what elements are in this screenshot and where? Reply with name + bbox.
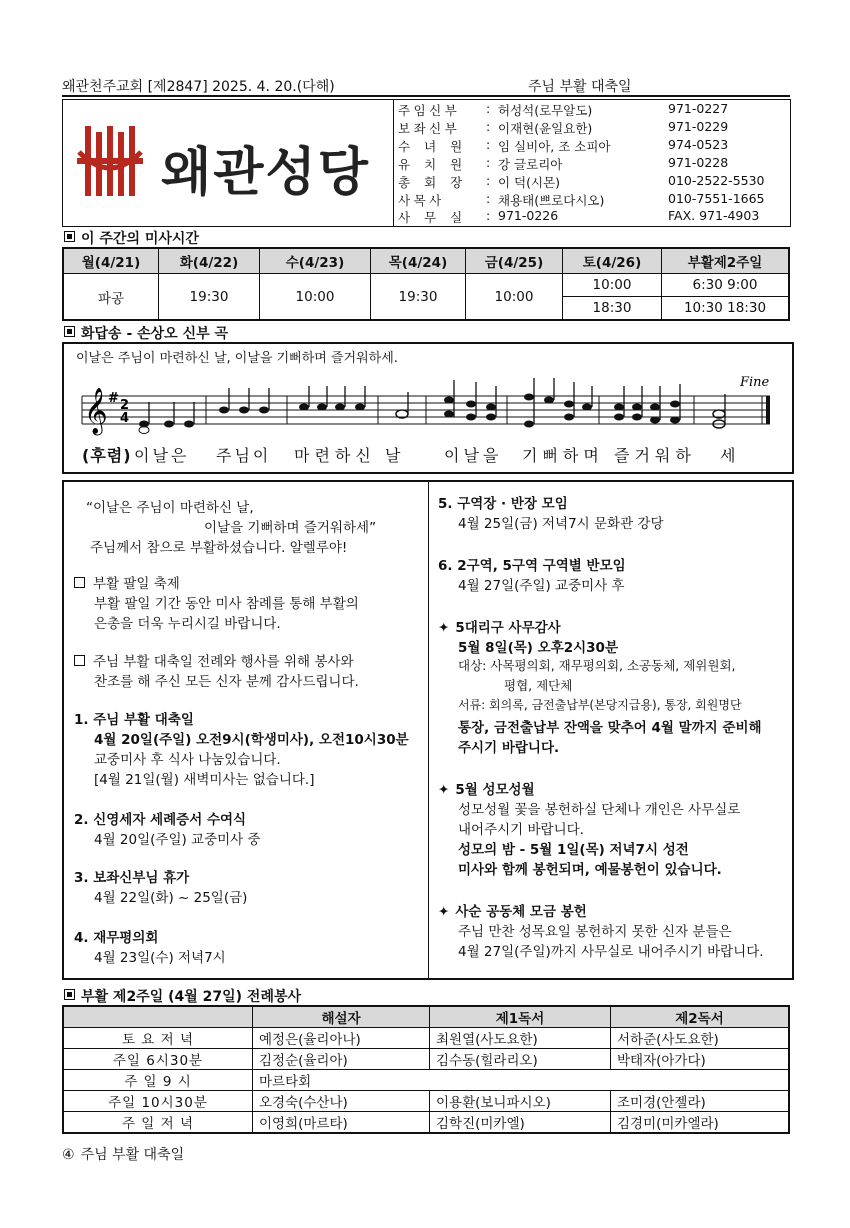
staff-role: 보좌신부 xyxy=(398,121,461,136)
notice-octave-title: 부활 팔일 축제 xyxy=(74,572,180,592)
mass-time-cell: 18:30 xyxy=(563,297,662,321)
feast-title: 주님 부활 대축일 xyxy=(528,79,632,95)
item-text: 4월 20일(주일) 교중미사 중 xyxy=(94,832,261,848)
liturgy-header xyxy=(63,1006,253,1028)
mass-slot: 토 요 저 녁 xyxy=(63,1028,253,1049)
liturgy-row xyxy=(63,1070,789,1091)
liturgy-header: 해설자 xyxy=(253,1006,430,1028)
liturgy-cell: 최원열(사도요한) xyxy=(430,1028,611,1049)
mass-time-cell: 10:30 18:30 xyxy=(662,297,790,321)
hymn-heading: 화답송 - 손상오 신부 곡 xyxy=(64,323,228,341)
liturgy-cell: 김경미(미카엘라) xyxy=(611,1112,790,1134)
liturgy-cell: 이용환(보니파시오) xyxy=(430,1091,611,1112)
liturgy-row xyxy=(63,1091,789,1112)
notices-box xyxy=(62,480,794,980)
lyric-word: 날 xyxy=(385,446,402,465)
item-text: 4월 22일(화) ~ 25일(금) xyxy=(94,890,248,906)
staff-role: 사목사 xyxy=(398,193,445,208)
liturgy-cell: 김수동(힐라리오) xyxy=(430,1049,611,1070)
svg-text:#: # xyxy=(108,391,119,406)
sparkle-icon: ✦ xyxy=(438,782,450,798)
staff-phone: FAX. 971-4903 xyxy=(668,208,760,223)
item-text: 4월 23일(수) 저녁7시 xyxy=(94,950,226,966)
square-bullet-icon xyxy=(74,577,85,588)
item-text: [4월 21일(월) 새벽미사는 없습니다.] xyxy=(94,772,315,788)
mass-time-cell: 10:00 xyxy=(466,274,563,321)
square-bullet-icon xyxy=(74,655,85,666)
liturgy-row xyxy=(63,1112,789,1134)
page-number: ④ xyxy=(62,1147,75,1163)
header-rule xyxy=(62,95,790,97)
lyric-word: 마련하신 xyxy=(294,446,376,465)
mass-time-cell: 6:30 9:00 xyxy=(662,274,790,297)
footer-title: 주님 부활 대축일 xyxy=(80,1147,185,1163)
item-text: 4월 27일(주일) 교중미사 후 xyxy=(458,578,625,594)
lyric-word: 즐거워하 xyxy=(614,446,696,465)
music-staff xyxy=(64,364,792,442)
item-text: 주님 만찬 성목요일 봉헌하지 못한 신자 분들은 xyxy=(458,924,732,940)
item-title: 1. 주님 부활 대축일 xyxy=(74,712,194,728)
staff-name: 허성석(로무알도) xyxy=(498,103,593,118)
sparkle-icon: ✦ xyxy=(438,620,450,636)
staff-phone: 974-0523 xyxy=(668,137,729,152)
mass-time-cell: 10:00 xyxy=(260,274,371,321)
item-text: 평협, 제단체 xyxy=(504,678,573,693)
item-text: 성모성월 꽃을 봉헌하실 단체나 개인은 사무실로 xyxy=(458,802,741,818)
liturgy-header-row xyxy=(63,1006,789,1028)
staff-phone: 010-7551-1665 xyxy=(668,191,765,206)
lyric-word: 세 xyxy=(720,446,737,465)
liturgy-row xyxy=(63,1049,789,1070)
item-text: 내어주시기 바랍니다. xyxy=(458,822,584,838)
staff-name: 채용태(쁘로다시오) xyxy=(498,193,605,208)
lyric-word: 기뻐하며 xyxy=(522,446,604,465)
liturgy-cell: 김학진(미카엘) xyxy=(430,1112,611,1134)
item-title: 3. 보좌신부님 휴가 xyxy=(74,870,190,886)
refrain-label: (후렴) xyxy=(82,446,132,465)
staff-role: 수녀원 xyxy=(398,139,477,154)
staff-phone: 010-2522-5530 xyxy=(668,173,765,188)
column-divider xyxy=(428,482,429,978)
staff-phone: 971-0229 xyxy=(668,119,729,134)
item-text: 5월 8일(목) 오후2시30분 xyxy=(458,640,618,656)
hymn-box xyxy=(62,342,794,474)
liturgy-cell: 조미경(안젤라) xyxy=(611,1091,790,1112)
mass-times-heading: 이 주간의 미사시간 xyxy=(64,228,199,246)
day-header: 수(4/23) xyxy=(260,248,371,274)
staff-role: 총회장 xyxy=(398,175,477,190)
easter-quote-line: “이날은 주님이 마련하신 날, xyxy=(86,500,254,516)
notice-text: 찬조를 해 주신 모든 신자 분께 감사드립니다. xyxy=(94,674,359,690)
liturgy-cell: 이영희(마르타) xyxy=(253,1112,430,1134)
mass-time-cell: 19:30 xyxy=(159,274,260,321)
mass-time-cell: 10:00 xyxy=(563,274,662,297)
staff-name: 임 실비아, 조 소피아 xyxy=(498,139,611,154)
parish-name: 왜관성당 xyxy=(161,142,370,203)
item-title: 4. 재무평의회 xyxy=(74,930,159,946)
liturgy-cell: 오경숙(수산나) xyxy=(253,1091,430,1112)
staff-role: 사무실 xyxy=(398,210,477,225)
svg-text:Fine: Fine xyxy=(740,375,770,390)
item-text: 대상: 사목평의회, 재무평의회, 소공동체, 제위원회, xyxy=(458,658,736,673)
liturgy-heading: 부활 제2주일 (4월 27일) 전례봉사 xyxy=(64,986,301,1004)
liturgy-row xyxy=(63,1028,789,1049)
liturgy-header: 제2독서 xyxy=(611,1006,790,1028)
notice-thanks-line: 주님 부활 대축일 전례와 행사를 위해 봉사와 xyxy=(74,650,354,670)
item-title: 5. 구역장 · 반장 모임 xyxy=(438,496,568,512)
day-header: 금(4/25) xyxy=(466,248,563,274)
day-header: 토(4/26) xyxy=(563,248,662,274)
staff-phone: 971-0227 xyxy=(668,101,729,116)
sparkle-icon: ✦ xyxy=(438,904,450,920)
staff-role: 주임신부 xyxy=(398,103,461,118)
liturgy-cell: 마르타회 xyxy=(253,1070,790,1091)
mass-slot: 주 일 9 시 xyxy=(63,1070,253,1091)
easter-quote-line: 주님께서 참으로 부활하셨습니다. 알렐루야! xyxy=(90,540,348,556)
parish-logo-box xyxy=(62,99,394,227)
lent-title: ✦ 사순 공동체 모금 봉헌 xyxy=(438,904,587,920)
liturgy-header: 제1독서 xyxy=(430,1006,611,1028)
mass-slot: 주 일 저 녁 xyxy=(63,1112,253,1134)
notice-text: 부활 팔일 기간 동안 미사 참례를 통해 부활의 xyxy=(94,596,359,612)
church-emblem-icon xyxy=(71,122,149,200)
liturgy-table xyxy=(62,1005,790,1134)
day-header: 목(4/24) xyxy=(371,248,466,274)
day-header: 부활제2주일 xyxy=(662,248,790,274)
square-bullet-icon xyxy=(64,326,75,337)
liturgy-cell: 김정순(율리아) xyxy=(253,1049,430,1070)
item-text: 통장, 금전출납부 잔액을 맞추어 4월 말까지 준비해 xyxy=(458,720,762,736)
square-bullet-icon xyxy=(64,989,75,1000)
svg-text:4: 4 xyxy=(120,411,130,426)
easter-quote-line: 이날을 기뻐하며 즐거워하세” xyxy=(204,520,377,536)
item-title: 2. 신영세자 세례증서 수여식 xyxy=(74,812,247,828)
item-text: 교중미사 후 식사 나눔있습니다. xyxy=(94,752,281,768)
refrain-lyrics xyxy=(82,443,737,466)
square-bullet-icon xyxy=(64,231,75,242)
liturgy-cell: 서하준(사도요한) xyxy=(611,1028,790,1049)
staff-name: 971-0226 xyxy=(498,208,559,223)
lyric-word: 이날을 xyxy=(444,446,503,465)
mass-time-cell: 파공 xyxy=(63,274,159,321)
staff-name: 이재현(윤일요한) xyxy=(498,121,593,136)
item-text: 미사와 함께 봉헌되며, 예물봉헌이 있습니다. xyxy=(458,862,722,878)
item-text: 성모의 밤 - 5월 1일(목) 저녁7시 성전 xyxy=(458,842,689,858)
day-header: 화(4/22) xyxy=(159,248,260,274)
mass-slot: 주일 6시30분 xyxy=(63,1049,253,1070)
svg-text:2: 2 xyxy=(120,398,130,413)
day-header: 월(4/21) xyxy=(63,248,159,274)
may-title: ✦ 5월 성모성월 xyxy=(438,782,535,798)
mass-times-row xyxy=(63,274,789,297)
audit-title: ✦ 5대리구 사무감사 xyxy=(438,620,561,636)
bulletin-issue: 왜관천주교회 [제2847] 2025. 4. 20.(다해) xyxy=(62,79,335,95)
psalm-verse: 이날은 주님이 마련하신 날, 이날을 기뻐하며 즐거워하세. xyxy=(76,351,398,366)
item-title: 6. 2구역, 5구역 구역별 반모임 xyxy=(438,558,626,574)
item-text: 4월 25일(금) 저녁7시 문화관 강당 xyxy=(458,516,664,532)
svg-text:𝄞: 𝄞 xyxy=(84,388,108,434)
notice-text: 은총을 더욱 누리시길 바랍니다. xyxy=(94,616,281,632)
mass-times-header-row xyxy=(63,248,789,274)
item-text: 주시기 바랍니다. xyxy=(458,740,560,756)
staff-name: 강 글로리아 xyxy=(498,157,563,172)
staff-directory: 주임신부 : 허성석(로무알도) 971-0227 보좌신부 : 이재현(윤일요한) 971-0229 수녀원 : 임 실비아, 조 소피아 974-0523 유치원 : 강 글로리아 971-0228 총회장 : 이 덕(시몬) 010-2522-5530 사목사 : 채용태(쁘로다시오) 010-7551-1665 사무실 : 971-0226 FAX. 971-4903 xyxy=(392,99,791,227)
mass-slot: 주일 10시30분 xyxy=(63,1091,253,1112)
lyric-word: 이날은 xyxy=(134,446,190,465)
item-text: 4월 27일(주일)까지 사무실로 내어주시기 바랍니다. xyxy=(458,944,764,960)
staff-role: 유치원 xyxy=(398,157,477,172)
bulletin-header xyxy=(62,76,790,94)
item-text: 4월 20일(주일) 오전9시(학생미사), 오전10시30분 xyxy=(94,732,409,748)
item-text: 서류: 회의록, 금전출납부(본당지급용), 통장, 회원명단 xyxy=(458,698,742,712)
lyric-word: 주님이 xyxy=(216,446,272,465)
mass-times-table xyxy=(62,247,790,321)
mass-time-cell: 19:30 xyxy=(371,274,466,321)
liturgy-cell: 박태자(아가다) xyxy=(611,1049,790,1070)
staff-name: 이 덕(시몬) xyxy=(498,175,561,190)
staff-phone: 971-0228 xyxy=(668,155,729,170)
page-footer xyxy=(62,1144,184,1164)
liturgy-cell: 예정은(율리아나) xyxy=(253,1028,430,1049)
